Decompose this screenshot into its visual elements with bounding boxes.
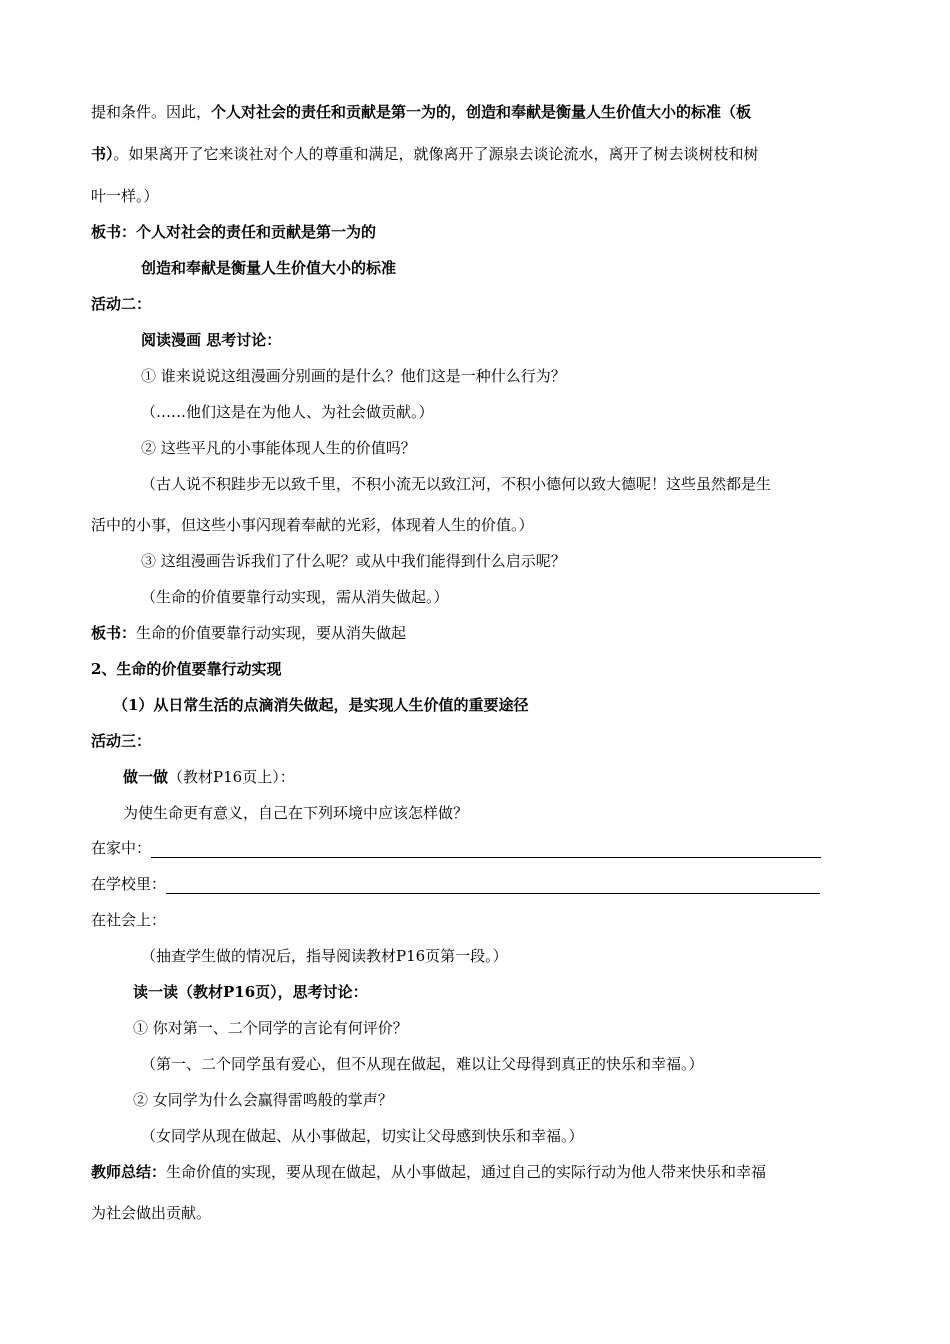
paragraph-line: 叶一样。） <box>91 187 159 205</box>
answer: （古人说不积跬步无以致千里，不积小流无以致江河，不积小德何以致大德呢！这些虽然都是生 <box>141 475 772 493</box>
fill-in-home <box>91 838 821 858</box>
activity-title: 活动三： <box>91 732 152 750</box>
bold-text: 书） <box>91 145 114 163</box>
prompt: 为使生命更有意义，自己在下列环境中应该怎样做？ <box>123 804 469 822</box>
activity-heading <box>123 767 295 787</box>
board-note <box>91 222 376 242</box>
do-label: 做一做 <box>123 768 169 786</box>
board-line: 个人对社会的责任和贡献是第一为的 <box>136 223 377 241</box>
answer: （第一、二个同学虽有爱心，但不从现在做起，难以让父母得到真正的快乐和幸福。） <box>141 1055 704 1073</box>
body-text: 。如果离开了它来谈社对个人的尊重和满足，就像离开了源泉去谈论流水，离开了树去谈树枝和树 <box>113 145 759 163</box>
answer: （……他们这是在为他人、为社会做贡献。） <box>141 403 434 421</box>
body-text: 提和条件。因此， <box>91 103 212 121</box>
question: ① 谁来说说这组漫画分别画的是什么？他们这是一种什么行为？ <box>141 367 566 385</box>
subsection-title: （1）从日常生活的点滴消失做起，是实现人生价值的重要途径 <box>113 696 529 714</box>
activity-heading: 读一读（教材P16页），思考讨论： <box>133 983 368 1001</box>
activity-heading: 阅读漫画 思考讨论： <box>141 331 282 349</box>
answer: （女同学从现在做起、从小事做起，切实让父母感到快乐和幸福。） <box>141 1127 584 1145</box>
fill-in-society: 在社会上： <box>91 911 167 929</box>
board-line: 生命的价值要靠行动实现，要从消失做起 <box>136 624 407 642</box>
board-label: 板书： <box>91 223 137 241</box>
question: ③ 这组漫画告诉我们了什么呢？或从中我们能得到什么启示呢？ <box>141 552 566 570</box>
paragraph-line <box>91 102 751 122</box>
activity-title: 活动二： <box>91 295 152 313</box>
blank-line <box>166 877 820 894</box>
teacher-summary <box>91 1162 766 1182</box>
fill-in-school <box>91 874 820 894</box>
summary-text: 生命价值的实现，要从现在做起，从小事做起，通过自己的实际行动为他人带来快乐和幸福 <box>166 1163 767 1181</box>
fill-in-label: 在学校里： <box>91 875 167 893</box>
fill-in-label: 在家中： <box>91 839 152 857</box>
summary-label: 教师总结： <box>91 1163 167 1181</box>
question: ① 你对第一、二个同学的言论有何评价？ <box>133 1019 408 1037</box>
paragraph-line <box>91 144 759 164</box>
board-label: 板书： <box>91 624 137 642</box>
question: ② 女同学为什么会赢得雷鸣般的掌声？ <box>133 1091 393 1109</box>
textbook-ref: （教材P16页上）： <box>168 768 295 786</box>
blank-line <box>151 841 821 858</box>
teacher-note: （抽查学生做的情况后，指导阅读教材P16页第一段。） <box>141 947 508 965</box>
board-note <box>91 623 406 643</box>
summary-text: 为社会做出贡献。 <box>91 1204 212 1222</box>
answer: （生命的价值要靠行动实现，需从消失做起。） <box>141 588 449 606</box>
bold-text: 个人对社会的责任和贡献是第一为的，创造和奉献是衡量人生价值大小的标准（板 <box>211 103 752 121</box>
answer: 活中的小事，但这些小事闪现着奉献的光彩，体现着人生的价值。） <box>91 516 534 534</box>
question: ② 这些平凡的小事能体现人生的价值吗？ <box>141 439 416 457</box>
section-title: 2、生命的价值要靠行动实现 <box>91 660 282 678</box>
board-line: 创造和奉献是衡量人生价值大小的标准 <box>141 259 397 277</box>
